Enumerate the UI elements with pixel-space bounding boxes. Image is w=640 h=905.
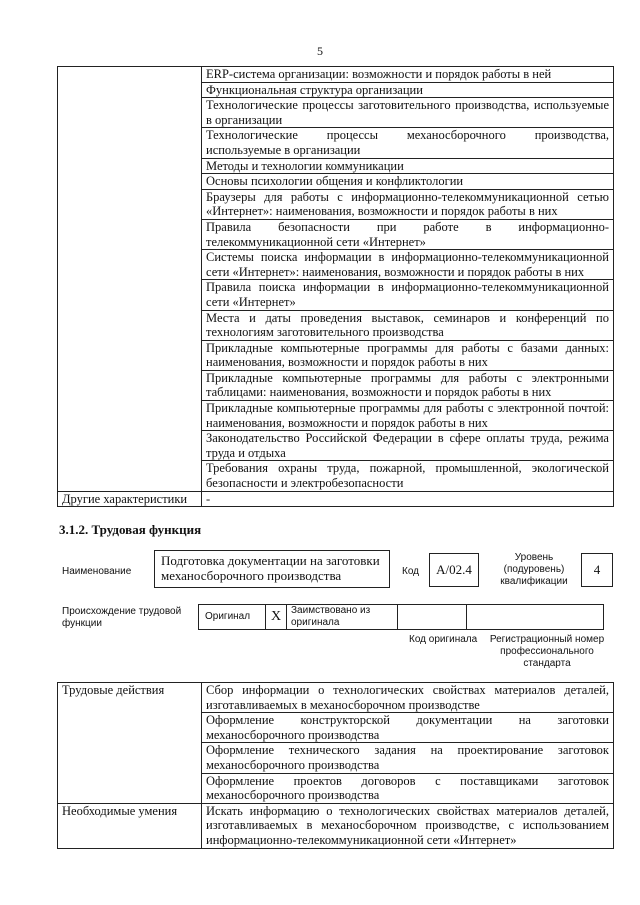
borrowed-cell: Заимствовано из оригинала: [286, 604, 398, 630]
knowledge-item: Системы поиска информации в информационно-телекоммуникационной сети «Интернет»: наименования, возможности и порядок работы в них: [202, 250, 614, 280]
level-value-box: 4: [581, 553, 613, 587]
knowledge-item: Основы психологии общения и конфликтологии: [202, 174, 614, 190]
knowledge-item: Прикладные компьютерные программы для работы с базами данных: наименования, возможности и порядок работы в них: [202, 340, 614, 370]
knowledge-item: Браузеры для работы с информационно-телекоммуникационной сетью «Интернет»: наименования, возможности и порядок работы в них: [202, 189, 614, 219]
code-original-label: Код оригинала: [409, 634, 478, 645]
original-cell: Оригинал: [198, 604, 266, 630]
name-label: Наименование: [62, 566, 132, 577]
knowledge-item: Функциональная структура организации: [202, 82, 614, 98]
code-label: Код: [402, 566, 420, 577]
knowledge-item: Законодательство Российской Федерации в сфере оплаты труда, режима труда и отдыха: [202, 431, 614, 461]
code-original-cell: [397, 604, 467, 630]
other-characteristics-row: [58, 491, 614, 507]
knowledge-item: Требования охраны труда, пожарной, промышленной, экологической безопасности и электробезопасности: [202, 461, 614, 491]
required-skill-item: Искать информацию о технологических свойствах материалов деталей, изготавливаемых в механосборочном производстве, с использованием информационно-телекоммуникационной сети «Интернет»: [202, 803, 614, 848]
knowledge-item: Технологические процессы механосборочного производства, используемые в организации: [202, 128, 614, 158]
page-number: 5: [317, 44, 323, 58]
other-characteristics-value: -: [202, 491, 614, 507]
knowledge-item: Технологические процессы заготовительного производства, используемые в организации: [202, 98, 614, 128]
knowledge-item: Правила безопасности при работе в информационно-телекоммуникационной сети «Интернет»: [202, 219, 614, 249]
knowledge-table: [57, 66, 614, 507]
labor-actions-label: Трудовые действия: [58, 683, 202, 804]
level-label: Уровень (подуровень) квалификации: [500, 552, 568, 587]
knowledge-item: Правила поиска информации в информационно-телекоммуникационной сети «Интернет»: [202, 280, 614, 310]
required-skills-label: Необходимые умения: [58, 803, 202, 848]
labor-action-item: Оформление конструкторской документации на заготовки механосборочного производства: [202, 713, 614, 743]
origin-label: Происхождение трудовой функции: [62, 606, 182, 629]
labor-action-item: Оформление технического задания на проектирование заготовок механосборочного производства: [202, 743, 614, 773]
knowledge-item: Места и даты проведения выставок, семинаров и конференций по технологиям заготовительного производства: [202, 310, 614, 340]
actions-table: [57, 682, 614, 849]
other-characteristics-label: Другие характеристики: [58, 491, 202, 507]
reg-number-label: Регистрационный номер профессионального стандарта: [489, 634, 605, 669]
labor-actions: [58, 683, 614, 713]
section-title: 3.1.2. Трудовая функция: [59, 522, 202, 537]
knowledge-item: ERP-система организации: возможности и порядок работы в ней: [202, 67, 614, 83]
knowledge-label-cell: [58, 67, 202, 492]
knowledge-row: [58, 67, 614, 83]
reg-number-cell: [466, 604, 604, 630]
knowledge-item: Методы и технологии коммуникации: [202, 158, 614, 174]
labor-action-item: Оформление проектов договоров с поставщиками заготовок механосборочного производства: [202, 773, 614, 803]
function-code-box: A/02.4: [429, 553, 479, 587]
knowledge-item: Прикладные компьютерные программы для работы с электронными таблицами: наименования, возможности и порядок работы в них: [202, 370, 614, 400]
knowledge-item: Прикладные компьютерные программы для работы с электронной почтой: наименования, возможности и порядок работы в них: [202, 401, 614, 431]
function-name-box: Подготовка документации на заготовки механосборочного производства: [154, 550, 390, 588]
labor-action-item: Сбор информации о технологических свойствах материалов деталей, изготавливаемых в механосборочном производстве: [202, 683, 614, 713]
origin-row: [199, 604, 604, 630]
original-mark: X: [265, 604, 287, 630]
required-skills: [58, 803, 614, 848]
